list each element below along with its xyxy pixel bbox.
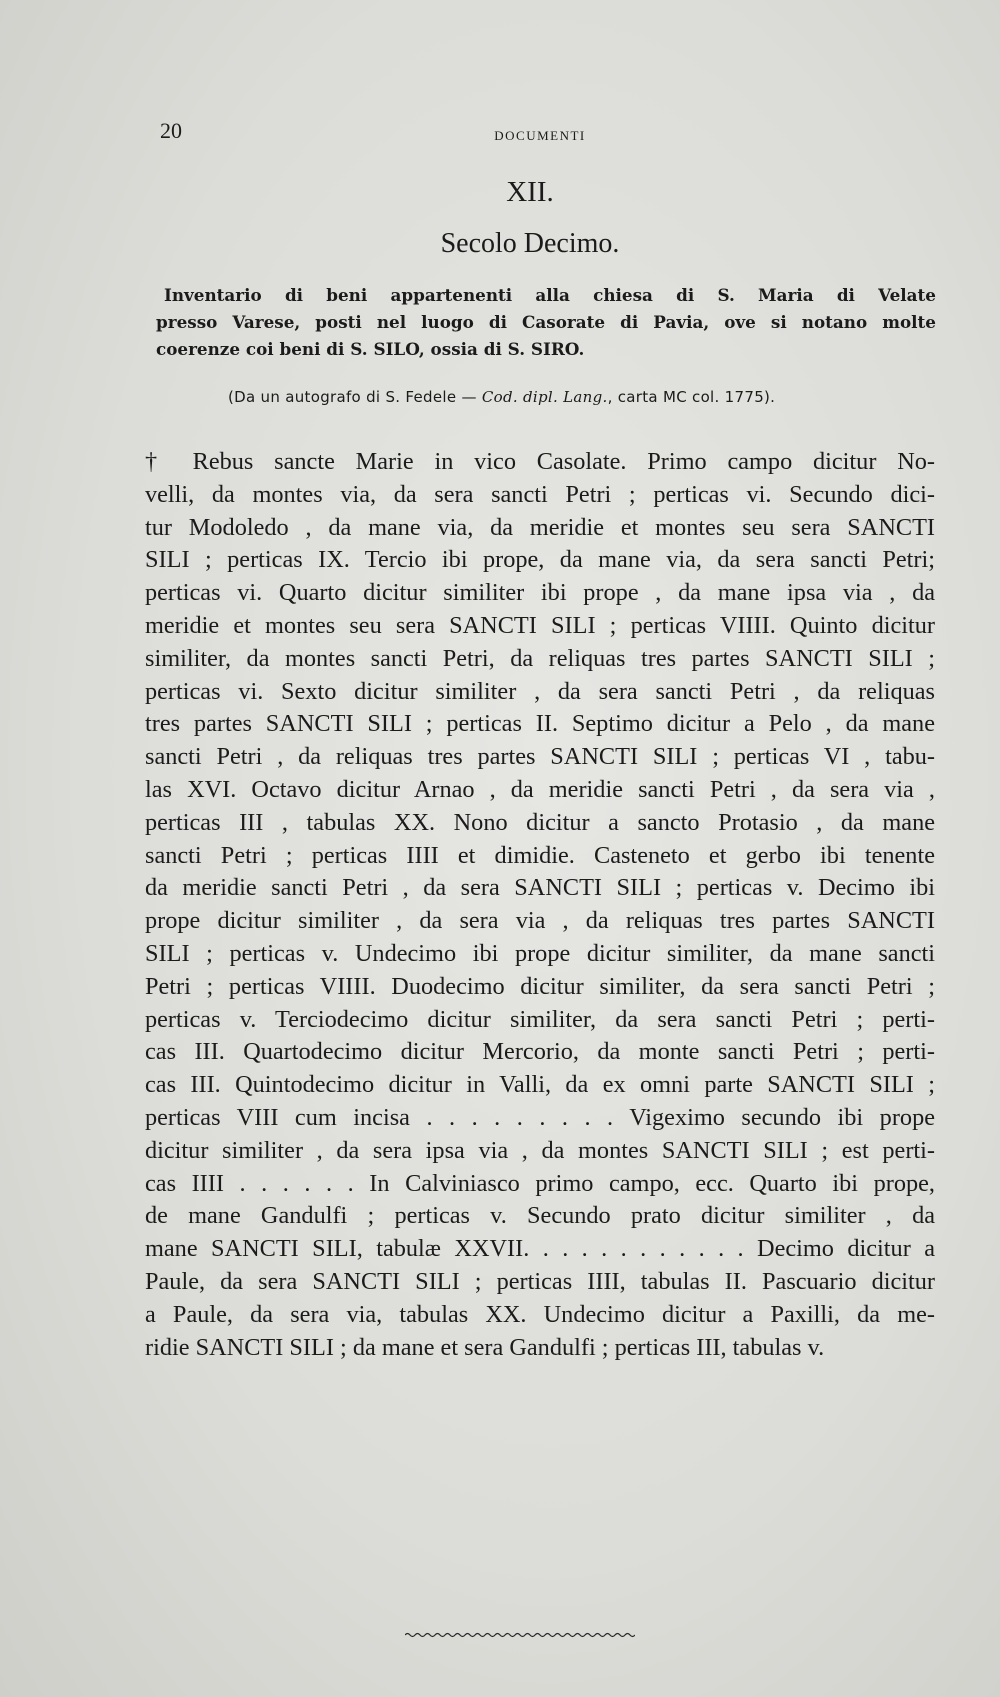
body-line: cas IIII . . . . . . In Calviniasco primo campo, ecc. Quarto ibi prope,	[145, 1169, 935, 1197]
document-number: XII.	[506, 176, 554, 208]
source-codex: Cod. dipl. Lang.	[481, 388, 608, 406]
body-line: sancti Petri ; perticas IIII et dimidie. Casteneto et gerbo ibi tenente	[145, 841, 935, 869]
body-line: sancti Petri , da reliquas tres partes SANCTI SILI ; perticas VI , tabu-	[145, 743, 935, 771]
running-head: DOCUMENTI	[494, 128, 586, 143]
body-line: meridie et montes seu sera SANCTI SILI ; perticas VIIII. Quinto dicitur	[145, 611, 935, 639]
body-line: ridie SANCTI SILI ; da mane et sera Gandulfi ; perticas III, tabulas v.	[145, 1333, 825, 1361]
body-line: perticas vi. Quarto dicitur similiter ibi prope , da mane ipsa via , da	[145, 579, 935, 607]
body-line: perticas vi. Sexto dicitur similiter , da sera sancti Petri , da reliquas	[145, 677, 935, 705]
body-line: velli, da montes via, da sera sancti Petri ; perticas vi. Secundo dici-	[145, 480, 935, 508]
body-line: perticas v. Terciodecimo dicitur similiter, da sera sancti Petri ; perti-	[145, 1005, 935, 1033]
body-line: Petri ; perticas VIIII. Duodecimo dicitur similiter, da sera sancti Petri ;	[145, 972, 935, 1000]
body-line: las XVI. Octavo dicitur Arnao , da meridie sancti Petri , da sera via ,	[145, 775, 935, 803]
body-line: similiter, da montes sancti Petri, da reliquas tres partes SANCTI SILI ;	[145, 644, 935, 672]
century-heading: Secolo Decimo.	[440, 228, 620, 259]
document-body	[145, 446, 935, 1364]
body-line: Paule, da sera SANCTI SILI ; perticas IIII, tabulas II. Pascuario dicitur	[145, 1267, 935, 1295]
summary-line: Inventario di beni appartenenti alla chiesa di S. Maria di Velate	[164, 285, 936, 305]
body-line: da meridie sancti Petri , da sera SANCTI SILI ; perticas v. Decimo ibi	[145, 874, 935, 902]
source-suffix: , carta MC col. 1775).	[607, 388, 776, 406]
page-header	[160, 118, 920, 148]
body-line: tres partes SANCTI SILI ; perticas II. Septimo dicitur a Pelo , da mane	[145, 710, 935, 738]
body-line: perticas VIII cum incisa . . . . . . . . . Vigeximo secundo ibi prope	[145, 1103, 935, 1131]
document-summary	[156, 282, 936, 363]
body-line: SILI ; perticas IX. Tercio ibi prope, da mane via, da sera sancti Petri;	[145, 546, 935, 574]
body-line: perticas III , tabulas XX. Nono dicitur a sancto Protasio , da mane	[145, 808, 935, 836]
page-number: 20	[160, 118, 182, 143]
source-prefix: (Da un autografo di S. Fedele —	[228, 388, 482, 406]
summary-line: presso Varese, posti nel luogo di Casorate di Pavia, ove si notano molte	[156, 312, 936, 332]
body-line: mane SANCTI SILI, tabulæ XXVII. . . . . . . . . . . . Decimo dicitur a	[145, 1235, 935, 1263]
body-line: prope dicitur similiter , da sera via , da reliquas tres partes SANCTI	[145, 907, 935, 935]
body-line: de mane Gandulfi ; perticas v. Secundo prato dicitur similiter , da	[145, 1202, 935, 1230]
body-line: cas III. Quintodecimo dicitur in Valli, da ex omni parte SANCTI SILI ;	[145, 1071, 935, 1099]
body-line: tur Modoledo , da mane via, da meridie et montes seu sera SANCTI	[145, 513, 935, 541]
summary-line: coerenze coi beni di S. SILO, ossia di S. SIRO.	[156, 339, 585, 359]
body-line: † Rebus sancte Marie in vico Casolate. Primo campo dicitur No-	[145, 448, 935, 475]
body-line: SILI ; perticas v. Undecimo ibi prope dicitur similiter, da mane sancti	[145, 939, 935, 967]
source-citation	[228, 388, 775, 406]
body-line: a Paule, da sera via, tabulas XX. Undecimo dicitur a Paxilli, da me-	[145, 1300, 935, 1328]
end-rule	[405, 1632, 635, 1638]
body-line: dicitur similiter , da sera ipsa via , da montes SANCTI SILI ; est perti-	[145, 1136, 935, 1164]
body-line: cas III. Quartodecimo dicitur Mercorio, da monte sancti Petri ; perti-	[145, 1038, 935, 1066]
